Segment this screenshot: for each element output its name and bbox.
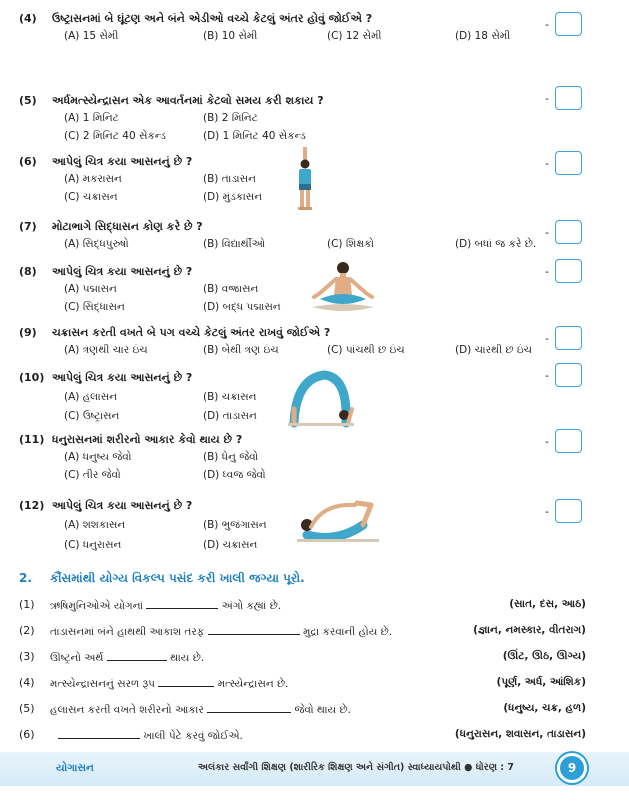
answer-box[interactable]	[555, 363, 582, 387]
question-number: (9)	[19, 326, 37, 339]
answer-box[interactable]	[555, 499, 582, 523]
fill-number: (1)	[19, 598, 35, 611]
option-d: (D) મુંડકાસન	[203, 191, 263, 203]
option-d: (D) બદ્ધ પદ્માસન	[203, 301, 281, 313]
option-c: (C) ચક્રાસન	[64, 191, 118, 203]
fill-choices: (ઊંટ, ઊઠ, ઊગ્ય)	[502, 650, 586, 662]
tadasana-illustration	[288, 147, 322, 211]
question-text: આપેલું ચિત્ર કયા આસનનું છે ?	[52, 265, 193, 278]
fill-pre: હલાસન કરતી વખતે શરીરનો આકાર	[50, 704, 204, 716]
answer-box[interactable]	[555, 259, 582, 283]
fill-choices: (સાત, દસ, આઠ)	[509, 598, 586, 610]
fill-sentence	[50, 728, 243, 743]
section-title: કૌંસમાંથી યોગ્ય વિકલ્પ પસંદ કરી ખાલી જગ્યા પૂરો.	[50, 571, 305, 585]
question-number: (8)	[19, 265, 37, 278]
fill-blank-3	[0, 650, 629, 670]
question-text: મોટાભાગે સિદ્ધાસન કોણ કરે છે ?	[52, 220, 203, 233]
fill-post: ખાલી પેટે કરવું જોઈએ.	[143, 730, 243, 742]
fill-number: (5)	[19, 702, 35, 715]
padmasana-illustration	[306, 259, 380, 317]
fill-choices: (ધનુરાસન, શવાસન, તાડાસન)	[454, 728, 586, 740]
fill-blank-2	[0, 624, 629, 644]
option-d: (D) ચારથી છ ઇંચ	[455, 344, 533, 356]
page-footer	[0, 752, 629, 786]
fill-number: (2)	[19, 624, 35, 637]
answer-blank[interactable]	[208, 624, 300, 635]
fill-pre: મત્સ્યેન્દ્રાસનનું સરળ રૂપ	[50, 678, 155, 690]
option-b: (B) 2 મિનિટ	[203, 112, 258, 124]
option-a: (A) પદ્માસન	[64, 283, 117, 295]
fill-number: (6)	[19, 728, 35, 741]
option-d: (D) 1 મિનિટ 40 સેકન્ડ	[203, 130, 306, 142]
question-text: ધનુરાસનમાં શરીરનો આકાર કેવો થાય છે ?	[52, 433, 243, 446]
option-c: (C) પાંચથી છ ઇંચ	[327, 344, 405, 356]
answer-blank[interactable]	[158, 676, 214, 687]
question-number: (5)	[19, 94, 37, 107]
answer-blank[interactable]	[146, 598, 218, 609]
page-number-badge: 9	[560, 756, 584, 780]
option-b: (B) 10 સેમી	[203, 30, 258, 42]
answer-dash: -	[545, 226, 549, 239]
answer-dash: -	[545, 332, 549, 345]
option-c: (C) શિક્ષકો	[327, 238, 374, 250]
question-number: (10)	[19, 371, 45, 384]
option-a: (A) ત્રણથી ચાર ઇંચ	[64, 344, 148, 356]
fill-post: અંગો કહ્યાં છે.	[221, 600, 282, 612]
option-b: (B) ભુજંગાસન	[203, 519, 267, 531]
option-b: (B) ધેનુ જેવો	[203, 451, 259, 463]
fill-post: થાય છે.	[170, 652, 205, 664]
fill-pre: ઊષ્ટ્રનો અર્થ	[50, 652, 104, 664]
answer-box[interactable]	[555, 429, 582, 453]
fill-sentence	[50, 650, 204, 665]
fill-blank-6	[0, 728, 629, 748]
option-b: (B) ચક્રાસન	[203, 391, 257, 403]
question-number: (4)	[19, 12, 37, 25]
option-b: (B) વજ્રાસન	[203, 283, 259, 295]
option-a: (A) સિદ્ધપુરુષો	[64, 238, 129, 250]
option-a: (A) હલાસન	[64, 391, 118, 403]
answer-box[interactable]	[555, 12, 582, 36]
fill-choices: (પૂર્ણ, અર્ધ, આંશિક)	[496, 676, 586, 688]
option-d: (D) ચક્રાસન	[203, 539, 258, 551]
fill-sentence	[50, 598, 281, 613]
footer-book-title: અલંકાર સર્વાંગી શિક્ષણ (શારીરિક શિક્ષણ અને સંગીત) સ્વાધ્યાયપોથી ● ધોરણ : 7	[198, 762, 515, 773]
option-a: (A) ધનુષ્ય જેવો	[64, 451, 132, 463]
option-b: (B) બેથી ત્રણ ઇંચ	[203, 344, 279, 356]
option-c: (C) તીર જેવો	[64, 469, 121, 481]
option-d: (D) બધાં જ કરે છે.	[455, 238, 537, 250]
option-c: (C) 12 સેમી	[327, 30, 382, 42]
option-b: (B) તાડાસન	[203, 173, 256, 185]
fill-blank-5	[0, 702, 629, 722]
question-text: અર્ધમત્સ્યેન્દ્રાસન એક આવર્તનમાં કેટલો સમય કરી શકાય ?	[52, 94, 324, 107]
option-a: (A) 15 સેમી	[64, 30, 119, 42]
fill-pre: તાડાસનમાં બંને હાથથી આકાશ તરફ	[50, 626, 205, 638]
option-c: (C) ઉષ્ટ્રાસન	[64, 410, 120, 422]
option-d: (D) ધ્વજ જેવો	[203, 469, 266, 481]
fill-number: (4)	[19, 676, 35, 689]
fill-pre: ઋષિમુનિઓએ યોગનાં	[50, 600, 144, 612]
fill-blank-1	[0, 598, 629, 618]
section-number: 2.	[19, 571, 32, 585]
answer-box[interactable]	[555, 220, 582, 244]
option-a: (A) શશકાસન	[64, 519, 126, 531]
fill-number: (3)	[19, 650, 35, 663]
answer-dash: -	[545, 18, 549, 31]
question-number: (7)	[19, 220, 37, 233]
question-number: (11)	[19, 433, 45, 446]
option-d: (D) 18 સેમી	[455, 30, 511, 42]
fill-post: મત્સ્યેન્દ્રાસન છે.	[217, 678, 289, 690]
option-a: (A) 1 મિનિટ	[64, 112, 119, 124]
fill-choices: (જ્ઞાન, નમસ્કાર, વીતરાગ)	[473, 624, 586, 636]
answer-box[interactable]	[555, 151, 582, 175]
fill-sentence	[50, 676, 288, 691]
option-c: (C) ધનુરાસન	[64, 539, 122, 551]
fill-sentence	[50, 702, 351, 717]
question-text: આપેલું ચિત્ર કયા આસનનું છે ?	[52, 499, 193, 512]
option-c: (C) 2 મિનિટ 40 સેકન્ડ	[64, 130, 166, 142]
question-number: (6)	[19, 155, 37, 168]
chakrasana-illustration	[286, 367, 356, 429]
answer-dash: -	[545, 265, 549, 278]
fill-sentence	[50, 624, 392, 639]
question-text: ઉષ્ટ્રાસનમાં બે ઘૂંટણ અને બંને એડીઓ વચ્ચે કેટલું અંતર હોવું જોઈએ ?	[52, 12, 373, 25]
answer-blank[interactable]	[207, 702, 291, 713]
answer-dash: -	[545, 369, 549, 382]
question-text: ચક્રાસન કરતી વખતે બે પગ વચ્ચે કેટલું અંતર રાખવું જોઈએ ?	[52, 326, 331, 339]
answer-dash: -	[545, 505, 549, 518]
fill-blank-4	[0, 676, 629, 696]
option-a: (A) મકરાસન	[64, 173, 122, 185]
answer-blank[interactable]	[107, 650, 167, 661]
option-b: (B) વિદ્યાર્થીઓ	[203, 238, 266, 250]
option-c: (C) સિદ્ધાસન	[64, 301, 125, 313]
answer-dash: -	[545, 435, 549, 448]
question-text: આપેલું ચિત્ર કયા આસનનું છે ?	[52, 155, 193, 168]
answer-box[interactable]	[555, 326, 582, 350]
fill-choices: (ધનુષ્ય, ચક્ર, હળ)	[503, 702, 586, 714]
answer-box[interactable]	[555, 86, 582, 110]
answer-blank[interactable]	[58, 728, 140, 739]
footer-subject: યોગાસન	[56, 762, 94, 774]
dhanurasana-illustration	[293, 495, 383, 545]
question-text: આપેલું ચિત્ર કયા આસનનું છે ?	[52, 371, 193, 384]
answer-dash: -	[545, 92, 549, 105]
fill-post: જેવો થાય છે.	[294, 704, 351, 716]
answer-dash: -	[545, 157, 549, 170]
question-number: (12)	[19, 499, 45, 512]
option-d: (D) તાડાસન	[203, 410, 257, 422]
fill-post: મુદ્રા કરવાની હોય છે.	[302, 626, 393, 638]
